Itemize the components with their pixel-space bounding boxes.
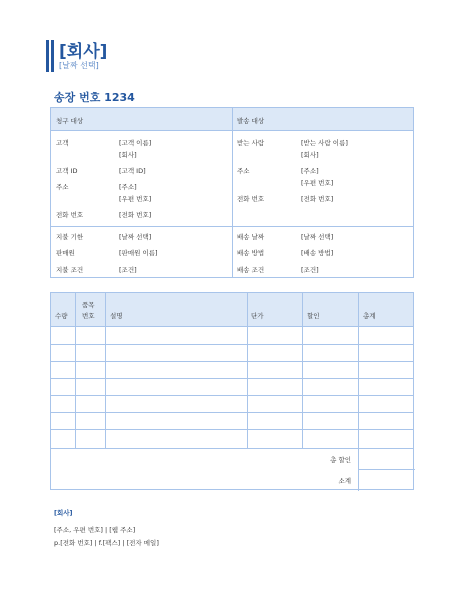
- bill-address-label: 주소: [56, 183, 69, 191]
- ship-phone-field[interactable]: [전화 번호]: [301, 195, 334, 203]
- ship-address-label: 주소: [237, 167, 250, 175]
- ship-postal-field[interactable]: [우편 번호]: [301, 179, 334, 187]
- ship-terms-label: 배송 조건: [237, 266, 265, 274]
- customer-company-field[interactable]: [회사]: [119, 151, 137, 159]
- recipient-name-field[interactable]: [받는 사람 이름]: [301, 139, 348, 147]
- due-date-label: 지불 기한: [56, 233, 84, 241]
- payment-terms-label: 지불 조건: [56, 266, 84, 274]
- recipient-company-field[interactable]: [회사]: [301, 151, 319, 159]
- date-picker[interactable]: [날짜 선택]: [59, 61, 99, 70]
- bill-phone-field[interactable]: [전화 번호]: [119, 211, 152, 219]
- customer-id-field[interactable]: [고객 ID]: [119, 167, 146, 175]
- due-date-picker[interactable]: [날짜 선택]: [119, 233, 152, 241]
- bill-to-heading: 청구 대상: [56, 117, 84, 125]
- invoice-number-title: 송장 번호 1234: [54, 91, 135, 104]
- seller-label: 판매원: [56, 249, 75, 257]
- subtotal-label: 소계: [338, 477, 351, 485]
- col-unit-price: 단가: [251, 312, 264, 320]
- col-quantity: 수량: [55, 312, 68, 320]
- ship-date-label: 배송 날짜: [237, 233, 265, 241]
- ship-to-heading: 발송 대상: [237, 117, 265, 125]
- ship-method-label: 배송 방법: [237, 249, 265, 257]
- ship-date-picker[interactable]: [날짜 선택]: [301, 233, 334, 241]
- billing-shipping-table: [50, 107, 414, 278]
- footer-contact[interactable]: p.[전화 번호] | f.[팩스] | [전자 메일]: [54, 539, 159, 547]
- col-item-number-line1: 품목: [82, 301, 95, 309]
- customer-id-label: 고객 ID: [56, 167, 78, 175]
- ship-method-field[interactable]: [배송 방법]: [301, 249, 334, 257]
- bill-postal-field[interactable]: [우편 번호]: [119, 195, 152, 203]
- col-discount: 할인: [307, 312, 320, 320]
- recipient-label: 받는 사람: [237, 139, 265, 147]
- ship-phone-label: 전화 번호: [237, 195, 265, 203]
- col-item-number-line2: 번호: [82, 312, 95, 320]
- col-total: 총계: [363, 312, 376, 320]
- ship-terms-field[interactable]: [조건]: [301, 266, 319, 274]
- customer-label: 고객: [56, 139, 69, 147]
- footer-address-web[interactable]: [주소, 우편 번호] | [웹 주소]: [54, 526, 136, 534]
- line-items-table: [50, 292, 414, 490]
- col-description: 설명: [110, 312, 123, 320]
- company-name[interactable]: [회사]: [59, 42, 108, 62]
- footer-company[interactable]: [회사]: [54, 509, 73, 517]
- ship-address-field[interactable]: [주소]: [301, 167, 319, 175]
- header-accent-bars: [46, 40, 54, 72]
- payment-terms-field[interactable]: [조건]: [119, 266, 137, 274]
- customer-name-field[interactable]: [고객 이름]: [119, 139, 152, 147]
- bill-phone-label: 전화 번호: [56, 211, 84, 219]
- bill-address-field[interactable]: [주소]: [119, 183, 137, 191]
- total-discount-label: 총 할인: [330, 456, 351, 464]
- seller-field[interactable]: [판매원 이름]: [119, 249, 158, 257]
